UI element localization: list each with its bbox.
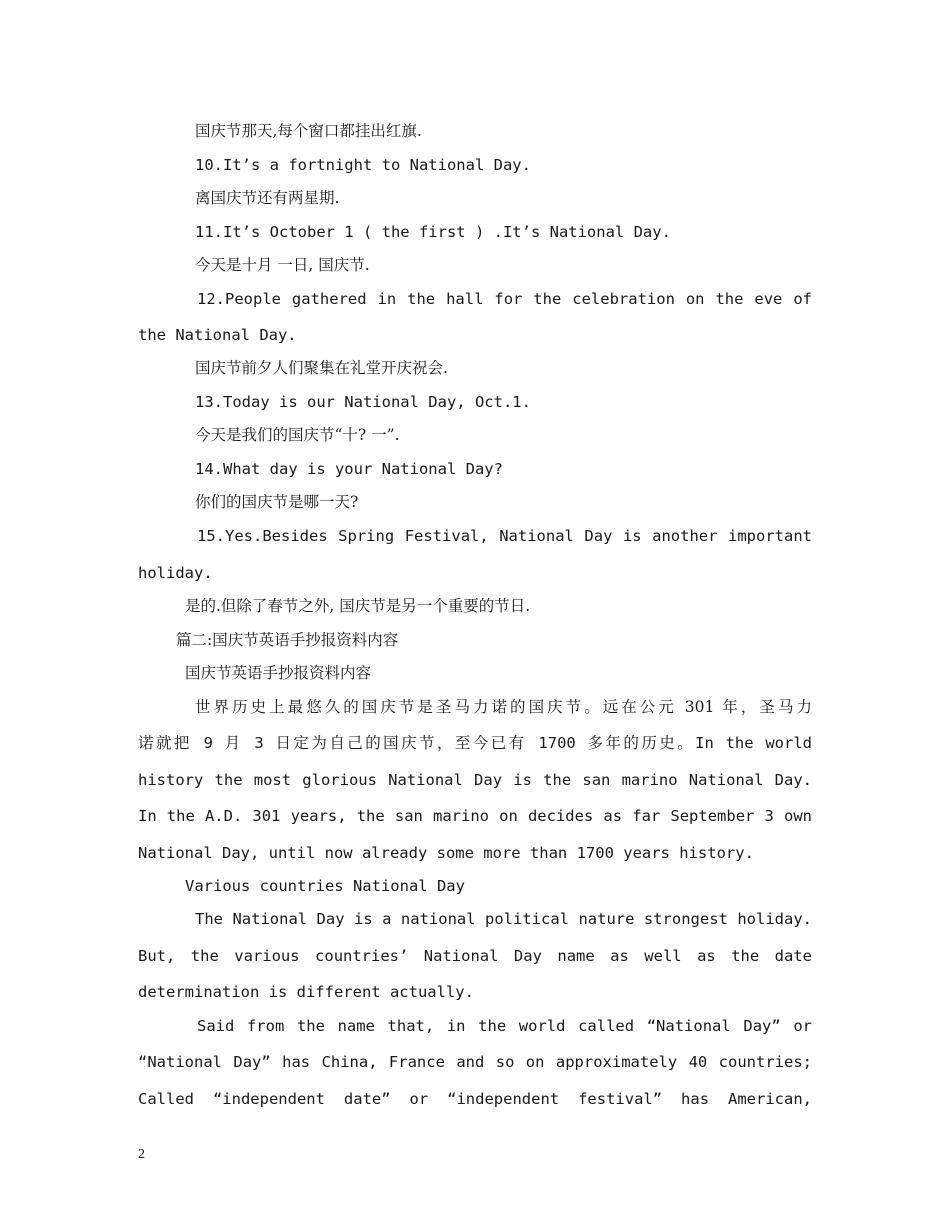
text-line: Called “independent date” or “independent festival” has American, [138, 1090, 812, 1108]
text-line: the National Day. [138, 326, 297, 344]
text-line: But, the various countries’ National Day name as well as the date [138, 947, 812, 965]
text-line: 13.Today is our National Day, Oct.1. [195, 393, 531, 411]
text-line: holiday. [138, 564, 213, 582]
text-line: 10.It’s a fortnight to National Day. [195, 156, 531, 174]
text-line: National Day, until now already some more than 1700 years history. [138, 844, 754, 862]
text-line: “National Day” has China, France and so on approximately 40 countries; [138, 1053, 812, 1071]
text-line: 今天是我们的国庆节“十? 一”. [195, 426, 400, 444]
text-line: 离国庆节还有两星期. [195, 189, 340, 207]
text-line: 15.Yes.Besides Spring Festival, National Day is another important [197, 527, 812, 545]
text-line: determination is different actually. [138, 983, 474, 1001]
text-line: 国庆节那天,每个窗口都挂出红旗. [195, 122, 422, 140]
text-line: 12.People gathered in the hall for the celebration on the eve of [197, 290, 812, 308]
text-line: 世界历史上最悠久的国庆节是圣马力诺的国庆节。远在公元 301 年，圣马力 [195, 698, 812, 716]
section-title: 国庆节英语手抄报资料内容 [185, 664, 372, 682]
text-line: The National Day is a national political nature strongest holiday. [195, 910, 812, 928]
text-line: 你们的国庆节是哪一天? [195, 493, 359, 511]
text-line: 14.What day is your National Day? [195, 460, 503, 478]
text-line: Said from the name that, in the world called “National Day” or [197, 1017, 812, 1035]
text-line: 是的.但除了春节之外, 国庆节是另一个重要的节日. [185, 597, 531, 615]
text-line: 11.It’s October 1 ( the first ) .It’s National Day. [195, 223, 671, 241]
text-line: 国庆节前夕人们聚集在礼堂开庆祝会. [195, 359, 448, 377]
section-heading: 篇二:国庆节英语手抄报资料内容 [176, 631, 399, 649]
text-line: 诺就把 9 月 3 日定为自己的国庆节，至今已有 1700 多年的历史。In the world [138, 734, 812, 752]
text-line: 今天是十月 一日, 国庆节. [195, 256, 370, 274]
text-line: In the A.D. 301 years, the san marino on decides as far September 3 own [138, 807, 812, 825]
text-line: history the most glorious National Day is the san marino National Day. [138, 771, 812, 789]
page-number: 2 [138, 1147, 145, 1162]
text-line: Various countries National Day [185, 877, 465, 895]
